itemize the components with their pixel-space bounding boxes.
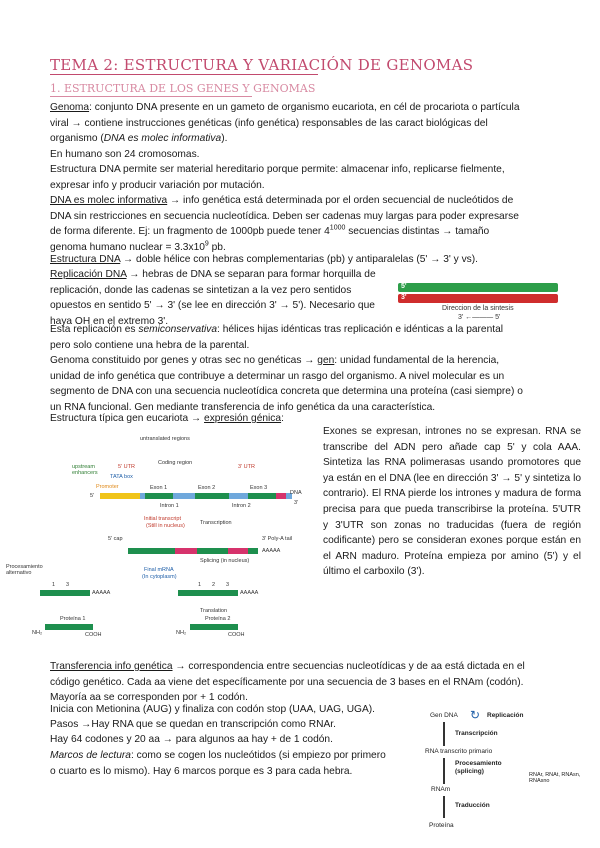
label-initial: Initial transcript: [144, 516, 181, 522]
label-coding: Coding region: [158, 460, 193, 466]
label-alternative: Procesamiento alternativo: [6, 564, 43, 576]
paragraph-marcos: [50, 748, 390, 779]
term-molec-informativa: DNA es molec informativa: [50, 195, 168, 206]
flow-transcripcion: Transcripción: [455, 730, 498, 737]
paragraph-pasos: Pasos →Hay RNA que se quedan en transcripción como RNAr.: [50, 719, 336, 730]
label-protein2: Proteína 2: [205, 616, 231, 622]
flow-proteina: Proteína: [429, 822, 454, 829]
text: pb.: [208, 241, 226, 253]
text: : hélices hijas idénticas tras replicación e idénticas a la parental pero solo contiene una hebra de la parental.: [50, 324, 504, 351]
flow-primario: RNA transcrito primario: [425, 748, 493, 755]
text: : como se cogen los nucleótidos (si empiezo por primero o cuarto es lo mismo). Hay 6 marcos porque es 3 para cada hebra.: [50, 750, 386, 777]
label-translation: Translation: [200, 608, 228, 614]
loop-arrow-icon: ↻: [470, 708, 481, 722]
text: → doble hélice con hebras complementarias (pb) y antiparalelas (5' → 3' y vs).: [120, 254, 478, 265]
exon2-segment: [195, 493, 229, 499]
label-initial-sub: (Still in nucleus): [146, 523, 185, 529]
label-exon3: Exon 3: [250, 485, 268, 491]
intron-segment: [175, 548, 197, 554]
paragraph-molec-informativa: [50, 193, 528, 255]
term-replicacion: Replicación DNA: [50, 269, 127, 280]
final-mrna-bar: [178, 590, 238, 596]
label-cooh: COOH: [228, 632, 245, 638]
strand-red: [398, 294, 558, 303]
flow-gen: Gen DNA: [430, 712, 458, 719]
exon3-segment: [248, 493, 276, 499]
term-transferencia: Transferencia info genética: [50, 661, 173, 672]
flow-rnas: RNAr, RNAt, RNAsn, RNAsno: [529, 772, 581, 784]
strand-arrow: 3' ←——— 5': [458, 314, 501, 321]
strand-label: 3': [401, 294, 407, 301]
exon-number: 3: [66, 582, 70, 588]
term-genoma: Genoma: [50, 102, 90, 113]
label-utr5: 5' UTR: [118, 464, 135, 470]
gene-expression-figure: [0, 430, 300, 640]
label-nh2: NH₂: [32, 630, 43, 636]
italic-text: DNA es molec informativa: [103, 133, 222, 145]
text: :: [281, 413, 284, 424]
paragraph-expresion: [50, 411, 350, 427]
strand-caption: Direccion de la sintesis: [442, 305, 514, 312]
label-dna: DNA: [290, 490, 302, 496]
exon1-segment: [145, 493, 173, 499]
flow-traduccion: Traducción: [455, 802, 490, 809]
paragraph-semiconservativa: [50, 322, 525, 353]
label-final-sub: (In cytoplasm): [142, 574, 177, 580]
label-untranslated: untranslated regions: [140, 436, 190, 442]
text: : unidad fundamental de la herencia, unidad de info genética que contribuye a determinar un rasgo del organismo. A nivel molecular es un segmento de DNA con una secuencia nucleotídica concreta que determina una proteína (casi siempre) o un RNA funcional. Gen mediante transferencia de info genética da una característica.: [50, 355, 523, 413]
label-splicing: Splicing (in nucleus): [200, 558, 250, 564]
subtitle-underline: [50, 96, 252, 97]
label-nh2: NH₂: [176, 630, 187, 636]
flow-arrow: [443, 796, 445, 818]
alt-mrna-bar: [40, 590, 90, 596]
expression-explanation: Exones se expresan, intrones no se expresan. RNA se transcribe del ADN pero añade cap 5' y cola AAA. Sintetiza las RNA polimerasas usando promotores que ya están en el DNA (lee en dirección 3' → 5' y sintetiza lo contrario). El RNA pierde los intrones y madura de forma precisa para que pueda transcribirse la proteína. 5'UTR y 3'UTR son zonas no traducidas (fuera de región codificante) pero se consideran exones porque están en el ARN maduro. Proteína empieza por amino (5') y el último el carboxilo (3').: [323, 426, 581, 578]
intron-segment: [228, 548, 248, 554]
replication-strand-figure: [398, 283, 558, 321]
label-polya: 3' Poly-A tail: [262, 536, 293, 542]
title-underline: [50, 74, 318, 75]
paragraph-replicacion: [50, 267, 385, 329]
page-title: TEMA 2: ESTRUCTURA Y VARIACIÓN DE GENOMAS: [50, 56, 474, 74]
text: Estructura típica gen eucariota →: [50, 413, 205, 424]
section-subtitle: 1. ESTRUCTURA DE LOS GENES Y GENOMAS: [50, 82, 316, 95]
superscript: 9: [204, 240, 209, 248]
strand-label: 5': [401, 283, 407, 290]
flow-splicing: (splicing): [455, 768, 484, 775]
paragraph-genoma: [50, 100, 528, 147]
label-cap5: 5' cap: [108, 536, 123, 542]
text: → info genética está determinada por el orden secuencial de nucleótidos de DNA sin restricciones en secuencia nucleotídica. Deben ser cadenas muy largas para poder expresarse de forma diferente. Ej: un fragmento de 1000pb puede tener 4: [50, 195, 519, 238]
label-cooh: COOH: [85, 632, 102, 638]
term-gen: gen: [317, 355, 335, 366]
label-upstream: upstream enhancers: [72, 464, 98, 476]
italic-text: semiconservativa: [138, 324, 218, 335]
label-final: Final mRNA: [144, 567, 174, 573]
strand-green: [398, 283, 558, 292]
text: : conjunto DNA presente en un gameto de organismo eucariota, en cél de procariota o partícula viral → contiene instrucciones genéticas (info genética) responsables de las caract biológicas del organismo (: [50, 102, 520, 145]
paragraph-cromosomas: En humano son 24 cromosomas.: [50, 149, 200, 160]
flow-arrow: [443, 722, 445, 746]
label-intron1: Intron 1: [160, 503, 179, 509]
term-estructura-dna: Estructura DNA: [50, 254, 121, 265]
exon-number: 1: [52, 582, 56, 588]
label-5prime: 5': [90, 493, 95, 499]
label-polya-tail: AAAAA: [262, 548, 281, 554]
paragraph-gen: [50, 353, 528, 415]
central-dogma-diagram: [425, 710, 590, 840]
text: Genoma constituido por genes y otras sec no genéticas →: [50, 355, 318, 366]
utr3-segment: [276, 493, 286, 499]
text: → correspondencia entre secuencias nucleotídicas y de aa está dictada en el código genético. Cada aa viene det específicamente por una secuencia de 3 bases en el RNAm (codón). Mayoría aa se corresponden por + 1 codón.: [50, 661, 525, 704]
exon-number: 2: [212, 582, 216, 588]
paragraph-estructura-dna: [50, 252, 540, 268]
flow-replicacion: Replicación: [487, 712, 524, 719]
paragraph-estructura: Estructura DNA permite ser material hereditario porque permite: almacenar info, replicarse fielmente, expresar info y producir variación por mutación.: [50, 164, 505, 191]
label-utr3: 3' UTR: [238, 464, 255, 470]
label-exon2: Exon 2: [198, 485, 216, 491]
label-intron2: Intron 2: [232, 503, 251, 509]
protein1-bar: [45, 624, 93, 630]
label-transcription: Transcription: [200, 520, 232, 526]
text: → hebras de DNA se separan para formar horquilla de replicación, donde las cadenas se sintetizan a la vez pero sentidos opuestos en sentido 5' → 3' (se lee en dirección 3' → 5'). Necesario que haya OH en el extremo 3'.: [50, 269, 376, 327]
label-tata: TATA box: [110, 474, 133, 480]
protein2-bar: [190, 624, 238, 630]
promoter-segment: [100, 493, 140, 499]
term-expresion: expresión génica: [204, 413, 282, 424]
label-promoter: Promoter: [96, 484, 119, 490]
flow-arrow: [443, 758, 445, 784]
label-polya-tail: AAAAA: [240, 590, 259, 596]
term-marcos: Marcos de lectura: [50, 750, 131, 761]
paragraph-inicio: Inicia con Metionina (AUG) y finaliza con codón stop (UAA, UAG, UGA).: [50, 704, 375, 715]
exon-number: 3: [226, 582, 230, 588]
text: ).: [221, 133, 228, 145]
label-exon1: Exon 1: [150, 485, 168, 491]
paragraph-transferencia: [50, 659, 540, 706]
flow-procesamiento: Procesamiento: [455, 760, 502, 767]
paragraph-codones: Hay 64 codones y 20 aa → para algunos aa hay + de 1 codón.: [50, 734, 333, 745]
label-3prime: 3': [294, 500, 299, 506]
superscript: 1000: [329, 224, 346, 232]
exon-number: 1: [198, 582, 202, 588]
text: secuencias distintas → tamaño genoma humano nuclear = 3.3x10: [50, 226, 490, 253]
label-protein1: Proteína 1: [60, 616, 86, 622]
text: Esta replicación es: [50, 324, 139, 335]
label-polya-tail: AAAAA: [92, 590, 111, 596]
flow-rnam: RNAm: [431, 786, 451, 793]
